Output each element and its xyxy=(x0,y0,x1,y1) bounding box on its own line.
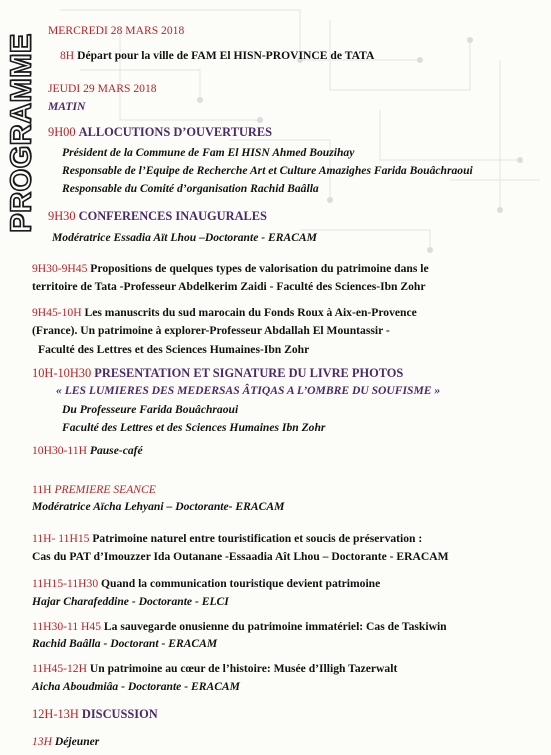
item-inaugural-conferences: 9H30 CONFERENCES INAUGURALES xyxy=(48,209,267,223)
item-talk-lhou-cont: Cas du PAT d’Imouzzer Ida Outanane -Essaadia Aît Lhou – Doctorante - ERACAM xyxy=(32,550,449,563)
moderator-line: Modératrice Aïcha Lehyani – Doctorante- ERACAM xyxy=(32,500,285,513)
item-talk-charafeddine-speaker: Hajar Charafeddine - Doctorante - ELCI xyxy=(32,595,229,608)
day-heading-thursday: JEUDI 29 MARS 2018 xyxy=(48,82,157,95)
item-opening-speeches: 9H00 ALLOCUTIONS D’OUVERTURES xyxy=(48,125,273,139)
item-talk-baalla: 11H30-11 H45 La sauvegarde onusienne du patrimoine immatériel: Cas de Taskiwin xyxy=(32,620,447,633)
item-talk-baalla-speaker: Rachid Baâlla - Doctorant - ERACAM xyxy=(32,637,218,650)
item-talk-zaidi-cont: territoire de Tata -Professeur Abdelkerim Zaidi - Faculté des Sciences-Ibn Zohr xyxy=(32,280,426,293)
programme-title-text: PROGRAMME xyxy=(5,32,38,233)
item-lunch: 13H Déjeuner xyxy=(32,735,100,748)
item-first-session: 11H PREMIERE SEANCE xyxy=(32,483,156,496)
session-label-morning: MATIN xyxy=(48,100,86,113)
item-talk-aboudmiaa-speaker: Aicha Aboudmiâa - Doctorante - ERACAM xyxy=(32,680,240,693)
item-discussion: 12H-13H DISCUSSION xyxy=(32,707,158,721)
item-talk-lhou: 11H- 11H15 Patrimoine naturel entre touristification et soucis de préservation : xyxy=(32,532,423,545)
schedule-line-departure: 8H Départ pour la ville de FAM El HISN-PROVINCE de TATA xyxy=(60,49,375,62)
day-heading-wednesday: MERCREDI 28 MARS 2018 xyxy=(48,24,185,37)
item-talk-mountassir-affiliation: Faculté des Lettres et des Sciences Humaines-Ibn Zohr xyxy=(38,343,310,356)
item-talk-aboudmiaa: 11H45-12H Un patrimoine au cœur de l’histoire: Musée d’Illigh Tazerwalt xyxy=(32,662,398,675)
item-talk-mountassir-cont: (France). Un patrimoine à explorer-Professeur Abdallah El Mountassir - xyxy=(32,324,390,337)
programme-vertical-title xyxy=(6,30,38,235)
item-talk-charafeddine: 11H15-11H30 Quand la communication touristique devient patrimoine xyxy=(32,577,381,590)
moderator-line: Modératrice Essadia Aït Lhou –Doctorante - ERACAM xyxy=(52,231,317,244)
item-talk-zaidi: 9H30-9H45 Propositions de quelques types de valorisation du patrimoine dans le xyxy=(32,262,429,275)
speaker-line: Responsable de l’Equipe de Recherche Art et Culture Amazighes Farida Bouâchraoui xyxy=(62,164,473,177)
item-book-presentation: 10H-10H30 PRESENTATION ET SIGNATURE DU LIVRE PHOTOS xyxy=(32,366,404,380)
book-author-affiliation: Faculté des Lettres et des Sciences Humaines Ibn Zohr xyxy=(62,421,326,434)
item-talk-mountassir: 9H45-10H Les manuscrits du sud marocain du Fonds Roux à Aix-en-Provence xyxy=(32,306,417,319)
speaker-line: Responsable du Comité d’organisation Rachid Baâlla xyxy=(62,182,319,195)
book-author: Du Professeure Farida Bouâchraoui xyxy=(62,403,239,416)
speaker-line: Président de la Commune de Fam El HISN Ahmed Bouzihay xyxy=(62,146,355,159)
book-title: « LES LUMIERES DES MEDERSAS ÂTIQAS A L’OMBRE DU SOUFISME » xyxy=(56,384,441,397)
item-coffee-break: 10H30-11H Pause-café xyxy=(32,444,143,457)
